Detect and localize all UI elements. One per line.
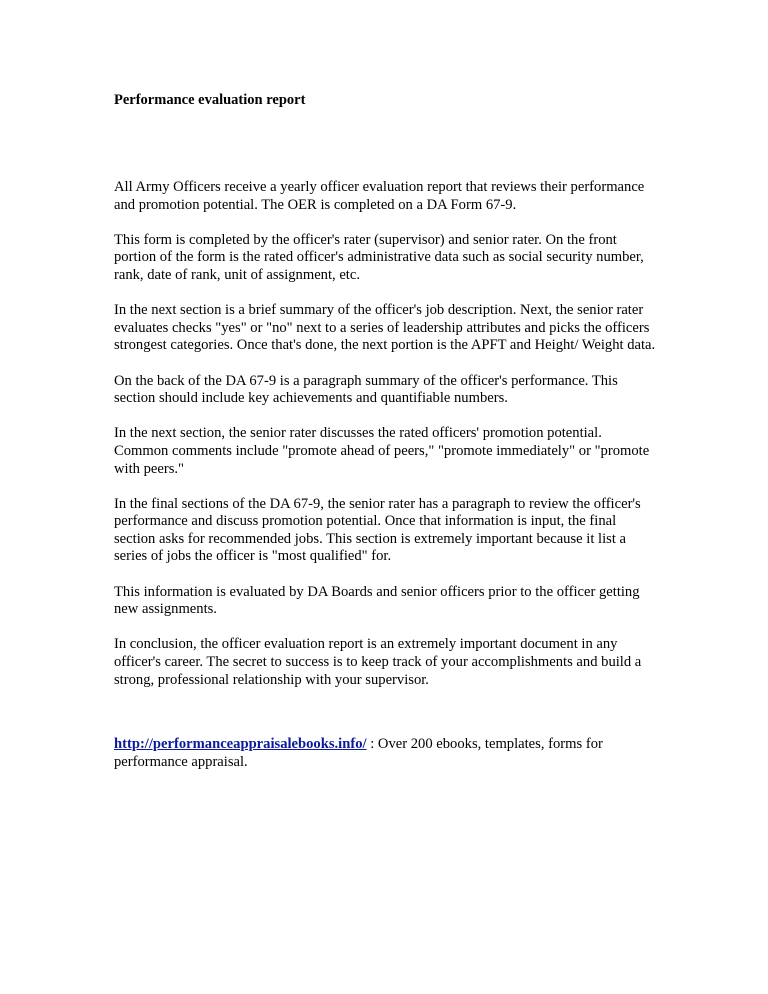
paragraph-job-summary: In the next section is a brief summary of the officer's job description. Next, the senior rater evaluates checks "yes" or "no" next to a series of leadership attributes and picks the officers strongest categories. Once that's done, the next portion is the APFT and Height/ Weight data. (114, 302, 656, 354)
paragraph-da-boards: This information is evaluated by DA Boards and senior officers prior to the officer getting new assignments. (114, 583, 640, 618)
document-body (114, 179, 659, 707)
footer-note (114, 736, 659, 771)
footer-description: : Over 200 ebooks, templates, forms for performance appraisal. (114, 736, 603, 770)
ebooks-link[interactable]: http://performanceappraisalebooks.info/ (114, 736, 367, 752)
paragraph-form-front: This form is completed by the officer's rater (supervisor) and senior rater. On the front portion of the form is the rated officer's administrative data such as social security number, rank, date of rank, unit of assignment, etc. (114, 231, 644, 283)
paragraph-promotion-potential: In the next section, the senior rater discusses the rated officers' promotion potential. Common comments include "promote ahead of peers," "promote immediately" or "promote with peers." (114, 425, 650, 477)
paragraph-back-summary: On the back of the DA 67-9 is a paragraph summary of the officer's performance. This section should include key achievements and quantifiable numbers. (114, 372, 618, 407)
document-title: Performance evaluation report (114, 92, 306, 108)
paragraph-final-sections: In the final sections of the DA 67-9, the senior rater has a paragraph to review the officer's performance and discuss promotion potential. Once that information is input, the final section asks for recommended jobs. This section is extremely important because it list a series of jobs the officer is "most qualified" for. (114, 495, 641, 565)
paragraph-intro: All Army Officers receive a yearly officer evaluation report that reviews their performance and promotion potential. The OER is completed on a DA Form 67-9. (114, 179, 645, 213)
paragraph-conclusion: In conclusion, the officer evaluation report is an extremely important document in any officer's career. The secret to success is to keep track of your accomplishments and build a strong, professional relationship with your supervisor. (114, 636, 642, 688)
